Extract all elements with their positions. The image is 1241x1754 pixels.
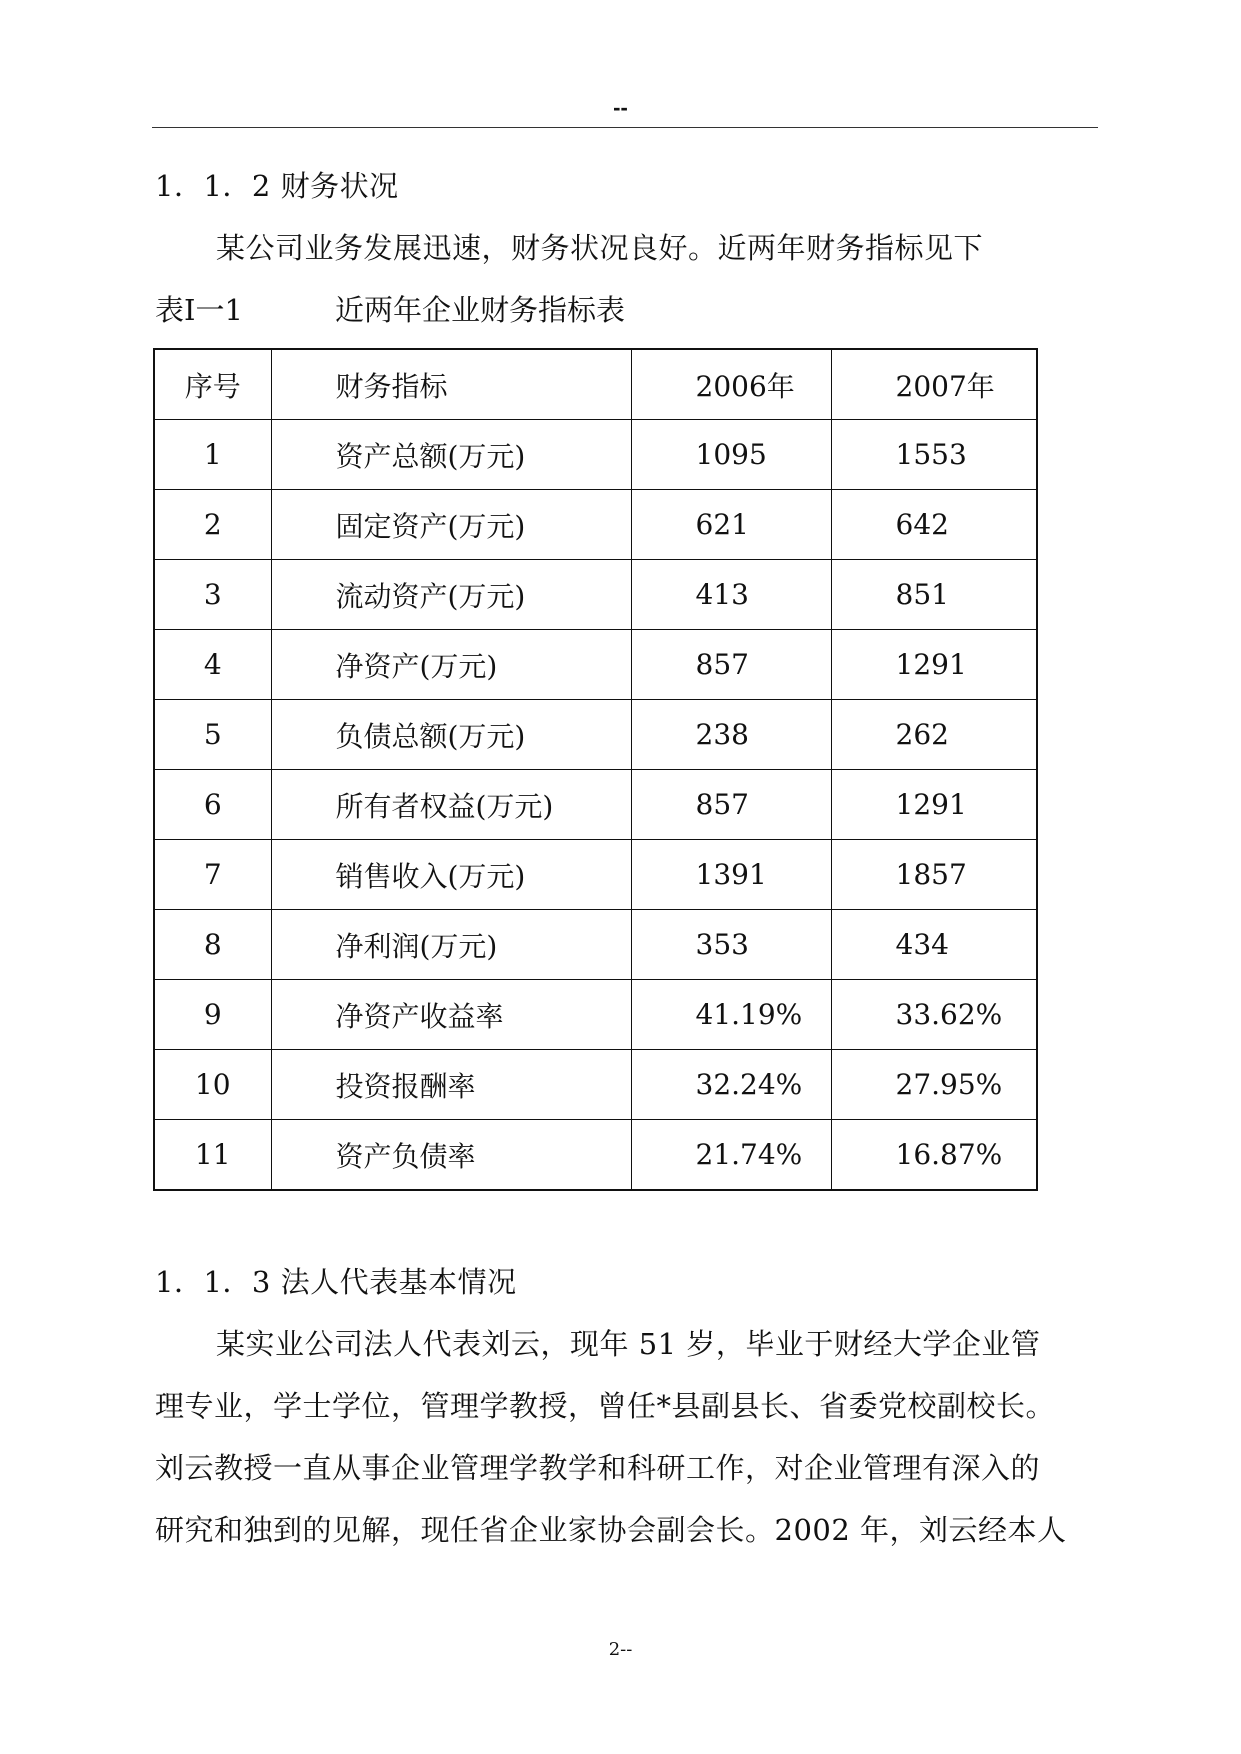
row-value-2006: 41.19% — [631, 980, 831, 1050]
row-value-2006: 621 — [631, 490, 831, 560]
row-indicator: 流动资产(万元) — [271, 560, 631, 630]
row-indicator: 净资产(万元) — [271, 630, 631, 700]
page-number: 2-- — [608, 1639, 633, 1660]
header-cell-index: 序号 — [154, 349, 271, 420]
row-value-2006: 32.24% — [631, 1050, 831, 1120]
row-value-2007: 642 — [831, 490, 1037, 560]
header-cell-indicator: 财务指标 — [271, 349, 631, 420]
row-value-2007: 262 — [831, 700, 1037, 770]
row-indicator: 负债总额(万元) — [271, 700, 631, 770]
row-value-2006: 238 — [631, 700, 831, 770]
page-header-mark: -- — [613, 95, 628, 120]
table-row — [154, 910, 1037, 980]
row-index: 8 — [154, 910, 271, 980]
row-value-2006: 1095 — [631, 420, 831, 490]
table-row — [154, 700, 1037, 770]
row-index: 2 — [154, 490, 271, 560]
row-value-2007: 16.87% — [831, 1120, 1037, 1191]
row-value-2007: 1857 — [831, 840, 1037, 910]
row-indicator: 资产负债率 — [271, 1120, 631, 1191]
table-row — [154, 630, 1037, 700]
table-row — [154, 980, 1037, 1050]
row-indicator: 所有者权益(万元) — [271, 770, 631, 840]
row-index: 9 — [154, 980, 271, 1050]
row-index: 7 — [154, 840, 271, 910]
representative-paragraph-line-1: 某实业公司法人代表刘云，现年 51 岁，毕业于财经大学企业管 — [216, 1327, 1041, 1361]
row-value-2007: 1291 — [831, 630, 1037, 700]
table-caption-title: 近两年企业财务指标表 — [335, 293, 626, 327]
representative-paragraph-line-2: 理专业，学士学位，管理学教授，曾任*县副县长、省委党校副校长。 — [155, 1389, 1056, 1423]
row-value-2006: 857 — [631, 770, 831, 840]
row-index: 1 — [154, 420, 271, 490]
row-index: 4 — [154, 630, 271, 700]
row-indicator: 销售收入(万元) — [271, 840, 631, 910]
row-value-2007: 27.95% — [831, 1050, 1037, 1120]
row-indicator: 投资报酬率 — [271, 1050, 631, 1120]
row-value-2006: 21.74% — [631, 1120, 831, 1191]
table-row — [154, 1050, 1037, 1120]
row-index: 3 — [154, 560, 271, 630]
representative-paragraph-line-4: 研究和独到的见解，现任省企业家协会副会长。2002 年，刘云经本人 — [155, 1513, 1067, 1547]
row-index: 11 — [154, 1120, 271, 1191]
table-header-row — [154, 349, 1037, 420]
row-value-2006: 857 — [631, 630, 831, 700]
row-indicator: 资产总额(万元) — [271, 420, 631, 490]
row-value-2007: 33.62% — [831, 980, 1037, 1050]
row-value-2007: 1291 — [831, 770, 1037, 840]
row-index: 6 — [154, 770, 271, 840]
row-value-2006: 1391 — [631, 840, 831, 910]
table-row — [154, 1120, 1037, 1191]
table-row — [154, 770, 1037, 840]
row-value-2006: 413 — [631, 560, 831, 630]
section-heading-legal-representative: 1．1．3 法人代表基本情况 — [155, 1265, 517, 1299]
row-indicator: 净利润(万元) — [271, 910, 631, 980]
table-row — [154, 420, 1037, 490]
section-heading-financial-status: 1．1．2 财务状况 — [155, 169, 399, 203]
row-value-2007: 1553 — [831, 420, 1037, 490]
table-row — [154, 490, 1037, 560]
header-rule — [152, 127, 1098, 128]
table-row — [154, 840, 1037, 910]
row-indicator: 净资产收益率 — [271, 980, 631, 1050]
representative-paragraph-line-3: 刘云教授一直从事企业管理学教学和科研工作，对企业管理有深入的 — [155, 1451, 1041, 1485]
row-value-2006: 353 — [631, 910, 831, 980]
row-index: 5 — [154, 700, 271, 770]
financial-status-paragraph: 某公司业务发展迅速，财务状况良好。近两年财务指标见下 — [216, 231, 984, 265]
row-value-2007: 851 — [831, 560, 1037, 630]
row-value-2007: 434 — [831, 910, 1037, 980]
row-indicator: 固定资产(万元) — [271, 490, 631, 560]
header-cell-2007: 2007年 — [831, 349, 1037, 420]
financial-indicators-table — [153, 348, 1038, 1191]
table-caption-label: 表Ⅰ一1 — [155, 293, 243, 327]
row-index: 10 — [154, 1050, 271, 1120]
header-cell-2006: 2006年 — [631, 349, 831, 420]
table-row — [154, 560, 1037, 630]
